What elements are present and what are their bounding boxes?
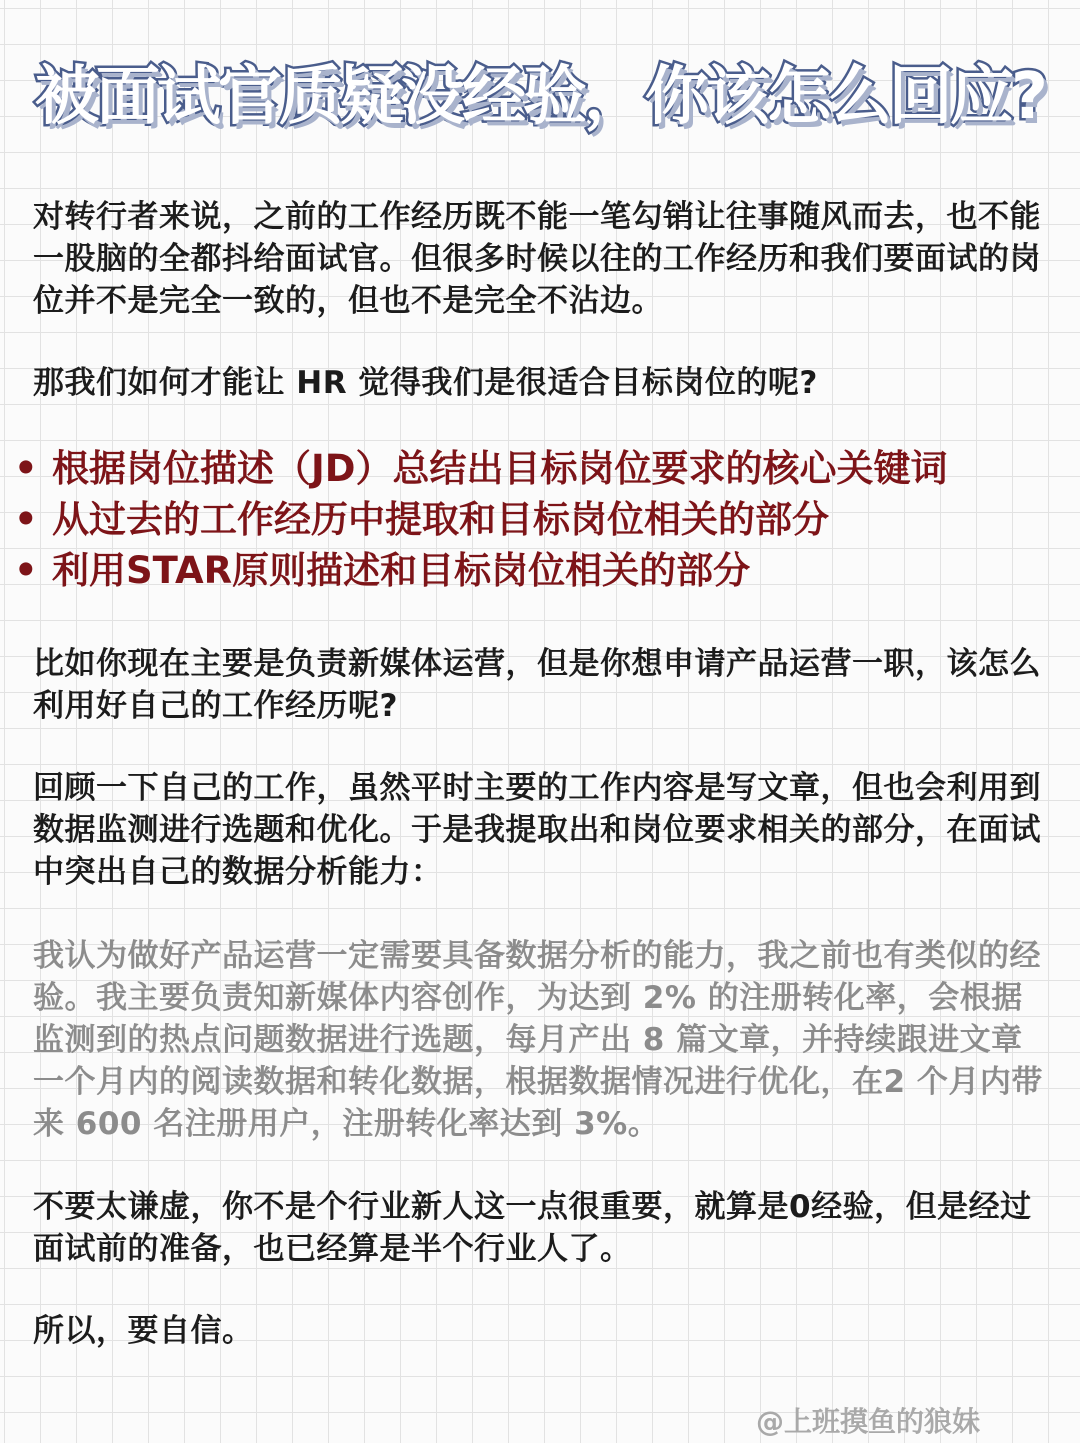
key-points-list [14, 443, 1074, 596]
intro-paragraph: 对转行者来说，之前的工作经历既不能一笔勾销让往事随风而去，也不能一股脑的全都抖给面试官。但很多时候以往的工作经历和我们要面试的岗位并不是完全一致的，但也不是完全不沾边。 [33, 199, 1041, 319]
list-item [14, 545, 1074, 596]
example-paragraph: 比如你现在主要是负责新媒体运营，但是你想申请产品运营一职，该怎么利用好自己的工作经历呢? [33, 646, 1041, 724]
closing-paragraph: 所以，要自信。 [33, 1313, 254, 1349]
review-paragraph: 回顾一下自己的工作，虽然平时主要的工作内容是写文章，但也会利用到数据监测进行选题和优化。于是我提取出和岗位要求相关的部分，在面试中突出自己的数据分析能力： [33, 770, 1041, 890]
question-paragraph: 那我们如何才能让 HR 觉得我们是很适合目标岗位的呢? [33, 365, 818, 401]
list-item-text: 利用STAR原则描述和目标岗位相关的部分 [52, 549, 751, 592]
bullet-dot-icon: • [14, 498, 38, 541]
sample-answer-paragraph: 我认为做好产品运营一定需要具备数据分析的能力，我之前也有类似的经验。我主要负责知新媒体内容创作，为达到 2% 的注册转化率，会根据监测到的热点问题数据进行选题，每月产出 8 篇文章，并持续跟进文章一个月内的阅读数据和转化数据，根据数据情况进行优化，在2 个月内带来 600 名注册用户，注册转化率达到 3%。 [33, 938, 1043, 1142]
page-title: 被面试官质疑没经验，你该怎么回应? [34, 60, 1046, 134]
list-item [14, 494, 1074, 545]
list-item-text: 从过去的工作经历中提取和目标岗位相关的部分 [52, 498, 829, 541]
author-watermark: @上班摸鱼的狼妹 [756, 1405, 981, 1438]
list-item-text: 根据岗位描述（JD）总结出目标岗位要求的核心关键词 [52, 447, 948, 490]
list-item [14, 443, 1074, 494]
bullet-dot-icon: • [14, 447, 38, 490]
advice-paragraph: 不要太谦虚，你不是个行业新人这一点很重要，就算是0经验，但是经过面试前的准备，也已经算是半个行业人了。 [33, 1189, 1032, 1267]
bullet-dot-icon: • [14, 549, 38, 592]
